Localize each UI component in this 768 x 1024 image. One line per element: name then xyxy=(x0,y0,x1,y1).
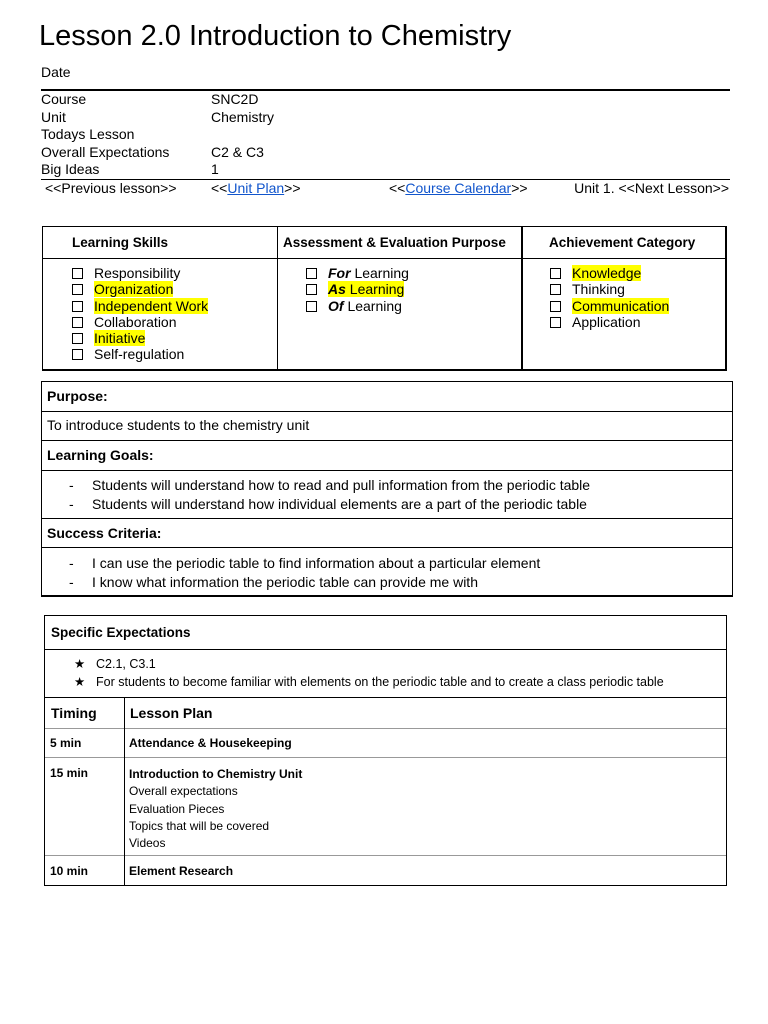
info-row-course xyxy=(41,91,730,109)
info-row-big-ideas xyxy=(41,161,730,179)
star-icon: ★ xyxy=(74,674,86,689)
skill-item xyxy=(72,330,208,346)
category-item xyxy=(550,298,669,314)
column-divider xyxy=(277,227,278,370)
purpose-table xyxy=(41,381,733,597)
purpose-heading: Purpose: xyxy=(47,388,108,404)
expectation-text: For students to become familiar with elements on the periodic table and to create a class periodic table xyxy=(96,674,664,689)
row-divider xyxy=(45,855,726,856)
checkbox-icon[interactable] xyxy=(550,317,561,328)
plan-title: Element Research xyxy=(129,864,234,878)
info-key: Unit xyxy=(41,108,66,125)
success-criteria-list xyxy=(69,554,540,591)
row-divider xyxy=(42,411,732,412)
checkbox-icon[interactable] xyxy=(72,349,83,360)
timing-header: Timing xyxy=(51,705,97,721)
list-item: - I can use the periodic table to find information about a particular element xyxy=(69,555,541,571)
info-value: 1 xyxy=(211,161,219,177)
skill-label: Collaboration xyxy=(94,313,177,330)
unit-plan-link[interactable]: Unit Plan xyxy=(227,180,285,196)
checkbox-icon[interactable] xyxy=(72,317,83,328)
info-row-overall-expectations xyxy=(41,144,730,162)
checkbox-icon[interactable] xyxy=(72,301,83,312)
checkbox-icon[interactable] xyxy=(306,301,317,312)
purpose-emphasis: As xyxy=(328,281,346,298)
nav-bracket: >> xyxy=(511,180,528,196)
lesson-plan-table xyxy=(44,615,727,886)
learning-goals-list xyxy=(69,476,590,513)
lesson-nav xyxy=(41,180,730,197)
purpose-item xyxy=(306,298,409,314)
nav-bracket: << xyxy=(389,180,406,196)
info-key: Course xyxy=(41,91,87,107)
skill-item xyxy=(72,265,208,281)
plan-line: Topics that will be covered xyxy=(129,818,270,833)
category-item xyxy=(550,314,669,330)
category-label: Communication xyxy=(572,297,670,314)
category-label: Thinking xyxy=(572,281,625,298)
checkbox-icon[interactable] xyxy=(306,284,317,295)
criteria-text: I know what information the periodic table can provide me with xyxy=(92,573,478,590)
goal-text: Students will understand how to read and pull information from the periodic table xyxy=(92,477,591,493)
list-item: - Students will understand how individual elements are a part of the periodic table xyxy=(69,495,587,512)
column-divider xyxy=(124,698,125,885)
list-item xyxy=(74,656,664,674)
plan-cell xyxy=(129,766,302,852)
info-value: C2 & C3 xyxy=(211,143,264,160)
skill-label: Organization xyxy=(94,281,174,298)
learning-skills-list xyxy=(72,265,208,363)
course-calendar-nav xyxy=(389,180,528,197)
timing-cell: 10 min xyxy=(50,864,89,878)
purpose-item xyxy=(306,281,409,297)
info-key: Big Ideas xyxy=(41,161,100,177)
plan-line: Overall expectations xyxy=(129,784,238,799)
row-divider xyxy=(42,440,732,441)
lesson-plan-header: Lesson Plan xyxy=(130,705,213,721)
assessment-purpose-header: Assessment & Evaluation Purpose xyxy=(283,235,506,250)
info-value: SNC2D xyxy=(211,91,259,107)
checkbox-icon[interactable] xyxy=(72,333,83,344)
expectation-text: C2.1, C3.1 xyxy=(96,657,156,671)
success-criteria-heading: Success Criteria: xyxy=(47,525,162,541)
assessment-purpose-list xyxy=(306,265,409,314)
achievement-category-list xyxy=(550,265,669,330)
purpose-text: To introduce students to the chemistry unit xyxy=(47,417,310,433)
nav-bracket: << xyxy=(211,180,228,196)
category-label: Knowledge xyxy=(572,265,642,281)
checkbox-icon[interactable] xyxy=(550,301,561,312)
category-item xyxy=(550,265,669,281)
date-label: Date xyxy=(41,64,71,80)
course-calendar-link[interactable]: Course Calendar xyxy=(405,180,512,196)
timing-cell: 15 min xyxy=(50,766,89,780)
skill-label: Initiative xyxy=(94,330,146,347)
row-divider xyxy=(45,728,726,729)
achievement-category-header: Achievement Category xyxy=(549,235,696,250)
plan-title: Introduction to Chemistry Unit xyxy=(129,767,303,781)
previous-lesson-link[interactable]: <<Previous lesson>> xyxy=(45,180,177,196)
checkbox-icon[interactable] xyxy=(72,284,83,295)
info-value: Chemistry xyxy=(211,108,275,125)
skill-label: Responsibility xyxy=(94,265,181,281)
purpose-emphasis: Of xyxy=(328,297,344,314)
page-title: Lesson 2.0 Introduction to Chemistry xyxy=(39,20,512,52)
category-item xyxy=(550,281,669,297)
row-divider xyxy=(45,697,726,698)
star-icon: ★ xyxy=(74,657,86,671)
column-divider xyxy=(521,227,523,370)
lesson-info xyxy=(41,91,730,179)
purpose-label: Learning xyxy=(350,265,409,281)
criteria-text: I can use the periodic table to find information about a particular element xyxy=(92,555,541,571)
skill-item xyxy=(72,314,208,330)
learning-skills-header: Learning Skills xyxy=(72,235,169,250)
row-divider xyxy=(42,547,732,548)
purpose-emphasis: For xyxy=(328,265,351,281)
checkbox-icon[interactable] xyxy=(306,268,317,279)
row-divider xyxy=(42,470,732,471)
checkbox-icon[interactable] xyxy=(550,268,561,279)
info-row-unit xyxy=(41,109,730,127)
purpose-item xyxy=(306,265,409,281)
checkbox-icon[interactable] xyxy=(72,268,83,279)
plan-title: Attendance & Housekeeping xyxy=(129,736,292,750)
row-divider xyxy=(42,518,732,519)
info-key: Todays Lesson xyxy=(41,126,135,142)
learning-goals-heading: Learning Goals: xyxy=(47,447,154,463)
list-item xyxy=(74,674,664,692)
next-lesson-link[interactable]: Unit 1. <<Next Lesson>> xyxy=(574,180,729,196)
plan-line: Videos xyxy=(129,836,166,851)
info-key: Overall Expectations xyxy=(41,143,170,160)
goal-text: Students will understand how individual elements are a part of the periodic table xyxy=(92,495,587,512)
specific-expectations-list xyxy=(74,656,664,691)
skill-label: Independent Work xyxy=(94,297,209,314)
purpose-label: Learning xyxy=(345,281,405,298)
specific-expectations-heading: Specific Expectations xyxy=(51,625,191,640)
row-divider xyxy=(45,649,726,650)
list-item: - I know what information the periodic table can provide me with xyxy=(69,573,478,590)
nav-bracket: >> xyxy=(284,180,301,196)
skill-item xyxy=(72,281,208,297)
category-label: Application xyxy=(572,313,641,330)
header-divider xyxy=(43,258,726,259)
unit-plan-nav xyxy=(211,180,301,197)
timing-cell: 5 min xyxy=(50,736,82,750)
plan-line: Evaluation Pieces xyxy=(129,801,225,816)
skill-item xyxy=(72,346,208,362)
checkbox-icon[interactable] xyxy=(550,284,561,295)
skill-item xyxy=(72,298,208,314)
row-divider xyxy=(45,757,726,758)
purpose-label: Learning xyxy=(343,297,402,314)
skills-table xyxy=(42,226,727,371)
skill-label: Self-regulation xyxy=(94,346,185,363)
list-item: - Students will understand how to read and pull information from the periodic table xyxy=(69,477,591,493)
info-row-todays-lesson xyxy=(41,126,730,144)
